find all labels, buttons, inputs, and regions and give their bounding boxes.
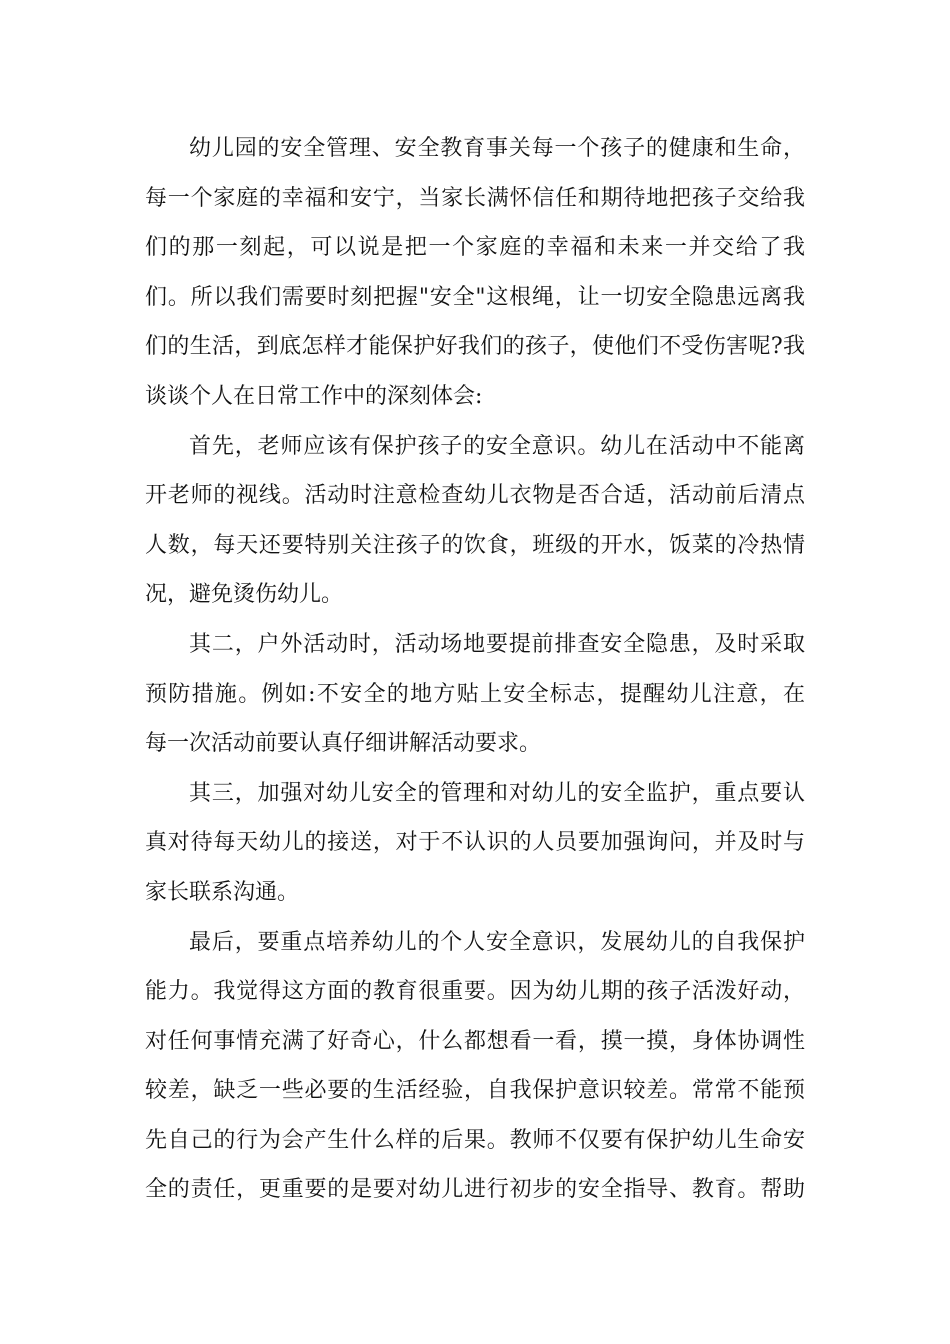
text-line: 首先，老师应该有保护孩子的安全意识。幼儿在活动中不能离 [189,433,805,459]
text-line: 能力。我觉得这方面的教育很重要。因为幼儿期的孩子活泼好动， [145,979,805,1005]
text-line: 真对待每天幼儿的接送，对于不认识的人员要加强询问，并及时与 [145,830,805,856]
text-line: 其二，户外活动时，活动场地要提前排查安全隐患，及时采取 [189,631,805,657]
text-line: 开老师的视线。活动时注意检查幼儿衣物是否合适，活动前后清点 [145,483,805,509]
text-line: 幼儿园的安全管理、安全教育事关每一个孩子的健康和生命， [189,136,805,161]
text-line: 况，避免烫伤幼儿。 [145,582,344,608]
text-line: 谈谈个人在日常工作中的深刻体会: [145,383,483,409]
text-line: 最后，要重点培养幼儿的个人安全意识，发展幼儿的自我保护 [189,929,805,955]
text-line: 每一个家庭的幸福和安宁，当家长满怀信任和期待地把孩子交给我 [145,185,805,211]
text-line: 每一次活动前要认真仔细讲解活动要求。 [145,731,542,757]
text-line: 对任何事情充满了好奇心，什么都想看一看，摸一摸，身体协调性 [145,1028,805,1054]
text-line: 先自己的行为会产生什么样的后果。教师不仅要有保护幼儿生命安 [145,1127,805,1153]
text-line: 们的那一刻起，可以说是把一个家庭的幸福和未来一并交给了我 [145,235,805,261]
text-line: 们。所以我们需要时刻把握"安全"这根绳，让一切安全隐患远离我 [145,284,805,310]
text-line: 人数，每天还要特别关注孩子的饮食，班级的开水，饭菜的冷热情 [145,532,805,558]
text-line: 们的生活，到底怎样才能保护好我们的孩子，使他们不受伤害呢?我 [145,334,805,360]
text-line: 较差，缺乏一些必要的生活经验，自我保护意识较差。常常不能预 [145,1078,805,1104]
text-line: 家长联系沟通。 [145,879,300,905]
text-line: 全的责任，更重要的是要对幼儿进行初步的安全指导、教育。帮助 [145,1177,805,1203]
text-line: 预防措施。例如:不安全的地方贴上安全标志，提醒幼儿注意，在 [145,681,805,707]
document-body [145,124,805,1215]
text-line: 其三，加强对幼儿安全的管理和对幼儿的安全监护，重点要认 [189,780,805,806]
